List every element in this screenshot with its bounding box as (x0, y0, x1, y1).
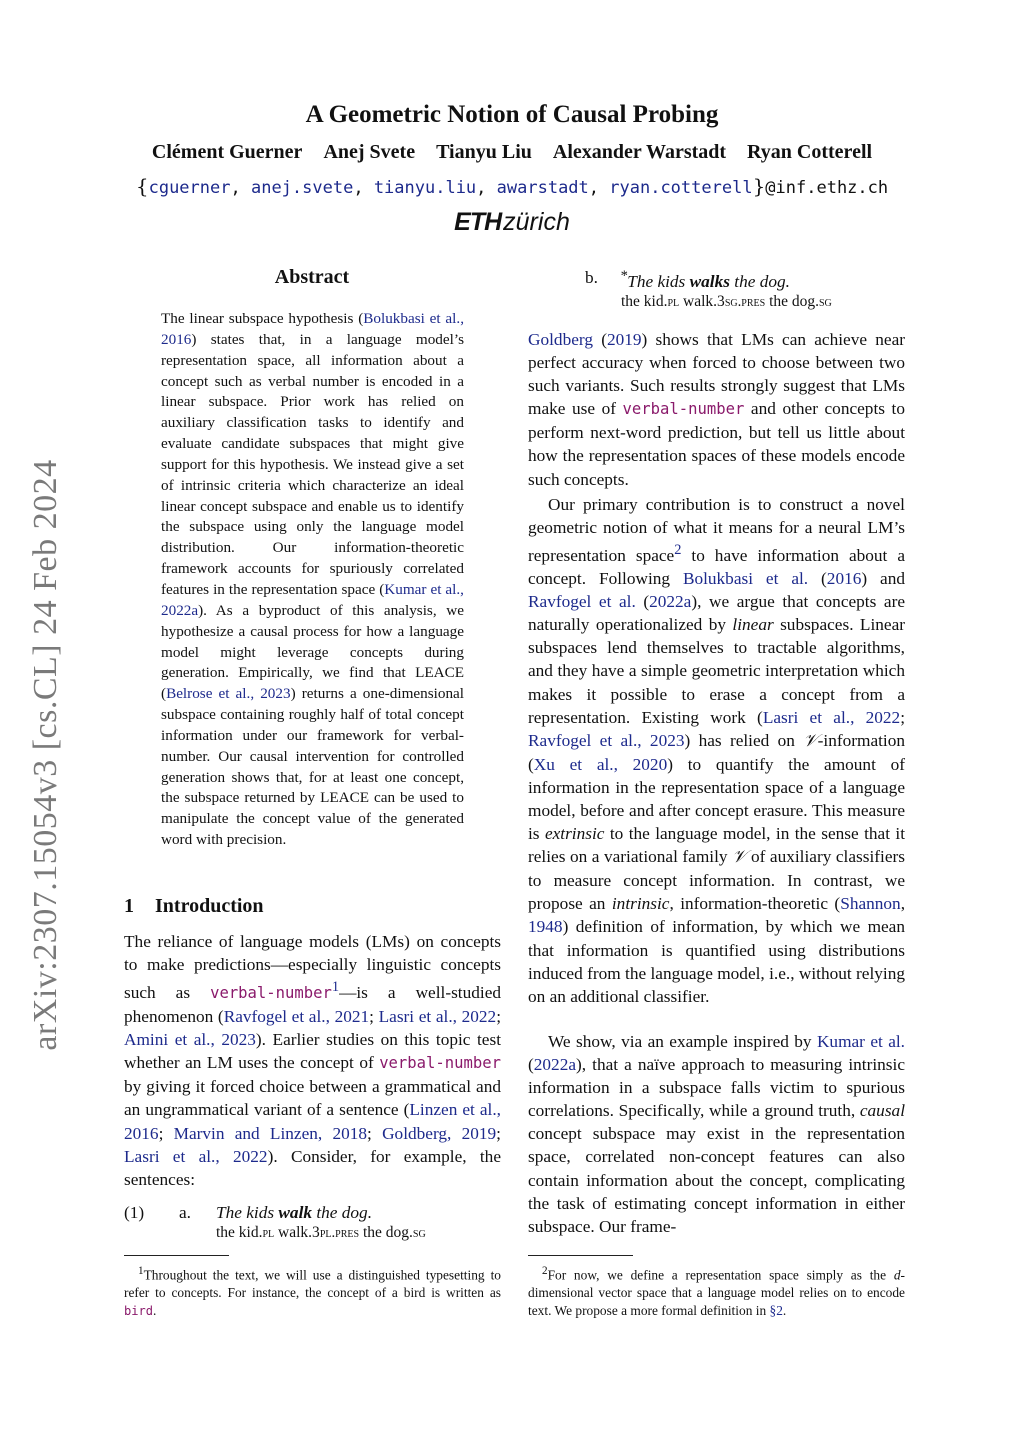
footnote-1 (124, 1262, 501, 1320)
footnote-rule (124, 1255, 229, 1256)
text-run: , information-theoretic ( (669, 894, 841, 914)
abstract-text-run: ) returns a one-dimensional subspace containing roughly half of total concept information under our framework for verbal-number. Our causal intervention for controlled generation shows that, for at least one concept, the subspace returned by LEACE can be used to manipulate the concept value of the generated word with precision. (161, 685, 464, 849)
author-emails: {cguerner, anej.svete, tianyu.liu, awarstadt, ryan.cotterell}@inf.ethz.ch (135, 174, 889, 198)
text-run: of auxiliary classifiers to measure concept information. In contrast, we propose an (528, 847, 905, 914)
text-run: by giving it forced choice between a grammatical and an ungrammatical variant of a sentence ( (124, 1077, 501, 1120)
author-name: Ryan Cotterell (747, 141, 873, 163)
text-run: shows that LMs can achieve near perfect accuracy when forced to choose between two such variants. Such results strongly suggest that LMs make use of (528, 330, 905, 419)
footnote-mark: 1 (138, 1265, 144, 1277)
gloss-tag: pl (667, 293, 680, 310)
emphasized-verb: walks (689, 271, 730, 291)
citation-link[interactable]: Shannon (840, 894, 901, 914)
text-run: Throughout the text, we will use a distinguished typesetting to refer to concepts. For instance, the concept of a bird is written as (124, 1267, 501, 1301)
citation-link[interactable]: Xu et al., 2020 (533, 754, 668, 774)
text-run: to have information about a concept. Following (528, 545, 905, 589)
emphasis: extrinsic (544, 824, 605, 844)
gloss-tag: pl (262, 1225, 275, 1241)
right-paragraph-3: We show, via an example inspired by Kumar et al. (2022a), that a naïve approach to measuring intrinsic information in a subspace falls victim to spurious correlations. Specifically, while a ground truth, causal concept subspace may exist in the representation space, correlated non-concept features can also contain information about the concept, complicating the task of estimating concept information in either subspace. Our frame- (528, 1032, 905, 1236)
right-paragraph-2: Our primary contribution is to construct a novel geometric notion of what it means for a neural LM’s representation space$^2$ to have information about a concept. Following Bolukbasi et al. (2016) and Ravfogel et al. (2022a), we argue that concepts are naturally operationalized by linear subspaces. Linear subspaces lend themselves to tractable algorithms, and they have a simple geometric interpretation which makes it possible to erase a concept from a representation. Existing work (Lasri et al., 2022; Ravfogel et al., 2023) has relied on 𝒱-information (Xu et al., 2020) to quantify the amount of information in the representation space of a language model, before and after concept erasure. This measure is extrinsic to the language model, in the sense that it relies on a variational family 𝒱 of auxiliary classifiers to measure concept information. In contrast, we propose an intrinsic, information-theoretic (Shannon, 1948) definition of information, by which we mean that information is quantified using distributions induced from the language model, i.e., without relying on an additional classifier. (528, 495, 906, 1006)
email-close-brace: } (752, 174, 766, 198)
abstract-heading: Abstract (274, 266, 350, 288)
citation-link[interactable]: Amini et al., 2023 (124, 1030, 256, 1050)
abstract-text-run: ). As a byproduct of this analysis, we hypothesize a causal process for how a language model might leverage concepts during generation. Empirically, we find that LEACE ( (161, 601, 464, 703)
gloss-tag: sg (819, 293, 832, 310)
citation-link[interactable]: Marvin and Linzen, 2018 (173, 1123, 368, 1143)
citation-year-link[interactable]: 1948 (528, 917, 563, 937)
text-run: the kid. (621, 292, 668, 310)
text-run: . (153, 1303, 157, 1319)
citation-year-link[interactable]: 2019 (606, 330, 642, 349)
eth-zurich-logo (0, 208, 1024, 237)
email-open-brace: { (135, 174, 149, 198)
author-name: Anej Svete (323, 141, 416, 163)
citation-link[interactable]: Kumar et al. (816, 1032, 905, 1051)
footnote-2 (528, 1262, 905, 1320)
text-run: and other concepts to perform next-word prediction, but tell us little about how the representation spaces of these models encode such concepts. (528, 399, 905, 489)
text-run: ; (496, 1007, 502, 1027)
text-run: ) has relied on (684, 730, 804, 750)
math-variable: d (893, 1267, 901, 1283)
concept-token: verbal-number (379, 1054, 501, 1073)
section-ref-link[interactable]: §2 (769, 1303, 783, 1319)
email-link[interactable]: tianyu.liu (373, 178, 477, 198)
example-1b (585, 268, 945, 311)
citation-link[interactable]: Kumar et al., 2022a (161, 580, 464, 619)
example-1a (124, 1203, 504, 1242)
example-gloss (216, 1224, 504, 1242)
abstract-text-run: The linear subspace hypothesis ( (161, 310, 364, 327)
arxiv-identifier-stamp (22, 455, 70, 1055)
citation-link[interactable]: Belrose et al., 2023 (166, 685, 291, 703)
text-run: and (867, 569, 905, 589)
text-run: Our primary contribution is to construct a novel geometric notion of what it means for a neural LM’s representation space (528, 495, 905, 565)
eth-logo-zurich: zürich (503, 208, 570, 236)
author-name: Clément Guerner (151, 141, 303, 163)
text-run: the dog. (359, 1224, 413, 1241)
author-name: Alexander Warstadt (552, 141, 727, 163)
email-link[interactable]: awarstadt (496, 178, 589, 198)
text-run: concept subspace may exist in the representation space, correlated non-concept features can also contain information about the concept, complicating the task of estimating concept information in either subspace. Our frame- (528, 1124, 905, 1236)
text-run: the dog. (765, 292, 819, 310)
text-run: -dimensional vector space that a language model relies on to encode text. We propose a more formal definition in (528, 1267, 905, 1319)
footnote-mark-link[interactable]: 1 (331, 979, 340, 996)
citation-link[interactable]: Lasri et al., 2022 (762, 707, 901, 727)
example-gloss (621, 293, 945, 311)
text-run: ) to quantify the amount of information in the representation space of a language model, before and after concept erasure. This measure is (528, 754, 905, 844)
gloss-tag: sg.pres (724, 293, 766, 310)
author-list (0, 141, 1024, 164)
citation-year-link[interactable]: 2016 (826, 569, 862, 589)
right-paragraph-1: Goldberg (2019) shows that LMs can achieve near perfect accuracy when forced to choose between two such variants. Such results strongly suggest that LMs make use of verbal-number and other concepts to perform next-word prediction, but tell us little about how the representation spaces of these models encode such concepts. (528, 330, 905, 489)
citation-link[interactable]: Lasri et al., 2022 (124, 1146, 268, 1166)
text-run: the dog. (312, 1203, 373, 1222)
footnote-mark: 2 (542, 1265, 548, 1277)
text-run: ). Consider, for example, the sentences: (124, 1146, 501, 1189)
text-run: , we argue that concepts are naturally operationalized by (528, 592, 906, 635)
text-run: For now, we define a representation space simply as the (547, 1267, 894, 1283)
footnote-rule (528, 1255, 633, 1256)
example-letter: a. (179, 1203, 191, 1222)
text-run: . (782, 1303, 787, 1319)
text-run: subspaces. Linear subspaces lend themselves to tractable algorithms, and they have a simple geometric interpretation which makes it possible to erase a concept from a representation. Existing work ( (528, 615, 905, 727)
concept-token: verbal-number (210, 983, 332, 1002)
email-domain: @inf.ethz.ch (765, 178, 889, 198)
email-link[interactable]: anej.svete (250, 178, 354, 198)
section-title: Introduction (155, 895, 264, 917)
text-run: We show, via an example inspired by (548, 1032, 817, 1051)
citation-link[interactable]: Ravfogel et al., 2021 (223, 1007, 370, 1027)
emphasis: causal (859, 1101, 905, 1121)
text-run: walk.3 (274, 1224, 320, 1241)
eth-logo-mark: ETH (454, 208, 502, 236)
abstract-body (161, 309, 464, 851)
gloss-tag: pl.pres (319, 1225, 360, 1241)
footnote-mark-link[interactable]: 2 (674, 542, 682, 559)
math-variable: 𝒱 (732, 847, 747, 868)
ungrammatical-marker: * (620, 268, 628, 284)
text-run: to the language model, in the sense that it relies on a variational family (528, 824, 905, 867)
text-run: ; (496, 1123, 501, 1143)
text-run: The kids (627, 271, 690, 291)
citation-link[interactable]: Bolukbasi et al., 2016 (161, 310, 464, 348)
text-run: , that a naïve approach to measuring intrinsic information in a subspace falls victim to spurious correlations. Specifically, while a ground truth, (528, 1055, 905, 1121)
concept-token: verbal-number (622, 400, 745, 419)
emphasis: intrinsic (611, 894, 670, 914)
example-sentence (620, 268, 790, 292)
intro-paragraph (124, 930, 501, 1191)
text-run: ; (158, 1123, 174, 1143)
section-number: 1 (124, 895, 134, 917)
text-run: the kid. (216, 1224, 263, 1241)
example-sentence (216, 1203, 372, 1223)
citation-year-link[interactable]: 2022a (649, 592, 692, 612)
arxiv-id-text: arXiv:2307.15054v3 [cs.CL] 24 Feb 2024 (27, 459, 64, 1051)
math-variable: 𝒱 (803, 730, 818, 751)
gloss-tag: sg (412, 1225, 426, 1241)
text-run: ; (900, 707, 905, 727)
section-heading-introduction (124, 895, 264, 918)
citation-link[interactable]: Bolukbasi et al. (682, 569, 809, 589)
abstract-text-run: ) states that, in a language model’s representation space, all information about a concept such as verbal number is encoded in a linear subspace. Prior work has relied on auxiliary classification tasks to identify and evaluate candidate subspaces that might give support for this hypothesis. We instead give a set of intrinsic criteria which characterize an ideal linear concept subspace and enable us to identify the subspace using only the language model distribution. Our information-theoretic framework accounts for spuriously correlated features in the representation space ( (161, 330, 464, 598)
citation-link[interactable]: Linzen et al., 2016 (124, 1100, 501, 1143)
author-name: Tianyu Liu (436, 141, 532, 163)
email-link[interactable]: ryan.cotterell (609, 178, 753, 198)
example-letter: b. (585, 268, 598, 287)
citation-link[interactable]: Goldberg (528, 330, 593, 349)
emphasized-verb: walk (278, 1203, 313, 1222)
text-run: ) definition of information, by which we mean that information is quantified using distributions induced from the language model, i.e., without relying on an additional classifier. (528, 917, 905, 1006)
emphasis: linear (732, 615, 774, 635)
text-run: The reliance of language models (LMs) on concepts to make predictions—especially linguistic concepts such as (124, 932, 501, 1002)
citation-link[interactable]: Lasri et al., 2022 (378, 1007, 497, 1027)
text-run: the dog. (729, 271, 790, 291)
paper-title: A Geometric Notion of Causal Probing (305, 101, 719, 128)
text-run: —is a well-studied phenomenon ( (124, 982, 501, 1027)
text-run: ; (369, 1007, 379, 1027)
text-run: walk.3 (679, 292, 725, 310)
citation-link[interactable]: Goldberg, 2019 (382, 1123, 497, 1143)
citation-link[interactable]: Ravfogel et al. (528, 592, 636, 612)
text-run: -information ( (528, 730, 905, 774)
citation-year-link[interactable]: 2022a (533, 1055, 576, 1075)
text-run: The kids (216, 1203, 279, 1222)
email-link[interactable]: cguerner (148, 178, 231, 198)
example-number: (1) (124, 1203, 145, 1222)
text-run: ; (367, 1123, 383, 1143)
concept-token: bird (124, 1304, 154, 1319)
text-run: ). Earlier studies on this topic test whether an LM uses the concept of (124, 1030, 502, 1073)
citation-link[interactable]: Ravfogel et al., 2023 (528, 730, 685, 750)
